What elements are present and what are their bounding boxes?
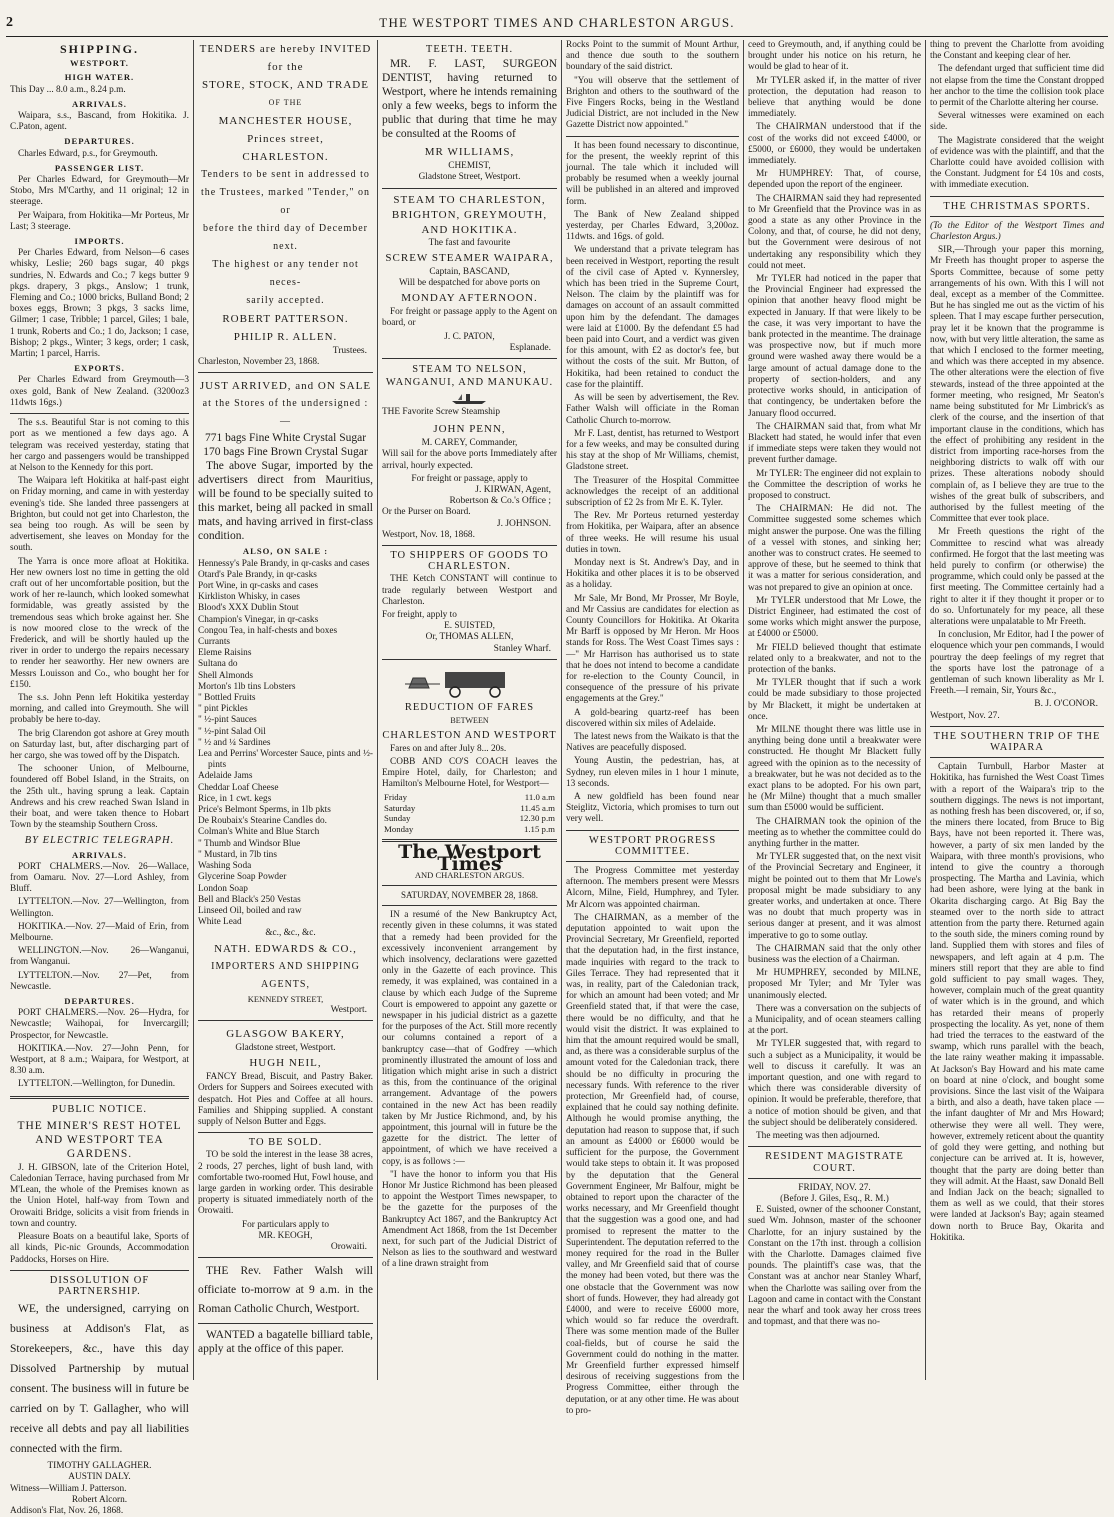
column-3 [378,40,562,1380]
shippers-place: Stanley Wharf. [493,643,551,654]
divider [930,757,1104,758]
divider [930,216,1104,217]
goods-list [198,559,373,940]
trip-paragraph: Captain Turnbull, Harbor Master at Hokitika, has furnished the West Coast Times with a report of the Waipara's trip to the southern diggings. The news is not important, as nothing fresh has been discovered, or, if so, the miners there located, from Bruce to Big Bays, have not been reported it. There was, however, a party of six men landed by the Waipara, with three month's provisions, who intend to give the country a thorough prospecting. The Martha and Lavinia, which had been ashore, were lying at the bank in Okarita discharging cargo. At Big Bay the steamed over to the north side to attract attention from the party there. Returned again to the south side, the miners coming round by land. Supplied them with stores and files of newspapers, and left again at 4 p.m. The miners still report that they are able to find gold sufficient to pay small wages. They, however, complain much of the great quantity of water which is in the ground, and which has retarded their means of properly prospecting the locality. As yet, none of them had tried the terraces to the eastward of the swamp, which runs parallel with the beach, the late rainy weather making it impassable. At Jackson's Bay Howard and his mate came on board at nine o'clock, and bought some provisions. Since the last visit of the Waipara a birth, and also a death, have taken place —the infant daughter of Mr and Mrs Howard; otherwise they were all well. They were, however, extremely reticent about the quantity of gold they were getting, and nothing but conjecture can be arrived at. It is, however, thought that the party are doing better than they will admit. At the Haast, saw Donald Bell and Indian Jack on the beach; signalled to them as well as we could, that their stores were landed at Jackson's Bay; again steamed down north to Bruce Bay, Okarita and Hokitika. [930,762,1104,1243]
trip-heading: THE SOUTHERN TRIP OF THE WAIPARA [933,730,1101,753]
coach-schedule [382,792,557,834]
westport-label: WESTPORT. [70,58,129,69]
page-number: 2 [6,15,13,30]
tel-arrival: LYTTELTON.—Nov. 27—Pet, from Newcastle. [10,970,189,992]
news-item: The Waipara left Hokitika at half-past eight on Friday morning, and came in with yesterday evening's tide. She landed three passengers at Brighton, but could not get into Charleston, the sea being too rough. As will be seen by advertisement, she leaves on Monday for the south. [10,476,189,554]
goods-item: Port Wine, in qr-casks and cases [198,581,319,592]
progress-paragraph: The CHAIRMAN said that the only other business was the election of a Chairman. [748,943,921,966]
goods-item: " ½ and ¼ Sardines [198,737,271,748]
progress-paragraph: Mr HUMPHREY: That, of course, depended upon the report of the engineer. [748,169,921,191]
newspaper-title: THE WESTPORT TIMES AND CHARLESTON ARGUS. [379,15,735,30]
divider [382,905,557,906]
sports-paragraph: In conclusion, Mr Editor, had I the power of eloquence which your pen commands, I would pourtray the deep feelings of my regret that the sports have lost the patronage of a gentleman of such known liberality as Mr I. Freeth.—I remain, Sir, Yours &c., [930,630,1104,697]
tel-arrival: WELLINGTON.—Nov. 26—Wanganui, from Wanganui. [10,946,189,968]
goods-item: Lea and Perrins' Worcester Sauce, pints and ½-pints [198,749,374,771]
court-paragraph: The Magistrate considered that the weight of evidence was with the plaintiff, and that the Charlotte could have avoided collision with the Constant. Judgment for £4 10s and costs, with immediate execution. [930,135,1104,191]
tender-line: sarily accepted. [246,295,325,306]
firm-desc: IMPORTERS AND SHIPPING AGENTS, [211,960,360,990]
progress-paragraph: The CHAIRMAN said they had represented to Mr Greenfield that the Province was in as good a state as any other Province in the Colony, and that, of course, he did not deny, but the Government were desirous of not undertaking any responsibility which they could not meet. [748,193,921,271]
notice-heading: PUBLIC NOTICE. [51,1103,148,1115]
witness-2: Robert Alcorn. [71,1494,128,1505]
exports-label: EXPORTS. [74,363,125,374]
divider [566,830,739,831]
column-5 [744,40,926,1380]
sports-paragraph: Mr Freeth questions the right of the Committee to rescind what was already confirmed. He forgot that the last meeting was held purely to confirm (or otherwise) the programme, which could only be passed at the first meeting. The Committee certainly had a right to alter it if they thought it proper or to do so. Unfortunately for my peace, all these alterations were unpalatable to Mr Freeth. [930,527,1104,627]
steam1-place: Esplanade. [509,342,551,353]
divider [566,861,739,862]
dissolution-heading: DISSOLUTION OF PARTNERSHIP. [49,1274,150,1297]
progress-paragraph: Mr TYLER understood that Mr Lowe, the District Engineer, had estimated the cost of some works which might answer the purpose, at £4000 or £5000. [748,595,921,640]
progress-paragraph: Mr HUMPHREY, seconded by MILNE, proposed Mr Tyler; and Mr Tyler was unanimously elected. [748,968,921,1001]
divider [198,1323,373,1324]
tender-line: CHARLESTON. [242,151,329,163]
dated: Addison's Flat, Nov. 26, 1868. [10,1505,124,1516]
divider [930,196,1104,197]
goods-item: Bell and Black's 250 Vestas [198,894,301,905]
schedule-row: Sunday 12.30 p.m [384,813,555,824]
wanted-notice: WANTED a bagatelle billiard table, apply at the office of this paper. [198,1329,373,1356]
progress-heading: WESTPORT PROGRESS COMMITTEE. [588,834,717,857]
shippers-name-1: E. SUISTED, [444,621,495,632]
goods-item: Glycerine Soap Powder [198,872,287,883]
paper-date: SATURDAY, NOVEMBER 28, 1868. [400,889,539,900]
editorial-paragraph: "I have the honor to inform you that His Honor Mr Justice Richmond has been pleased to appoint the Westport Times newspaper, to be the gazette for the purposes of the Bankruptcy Act 1867, and the Bankruptcy Act Amendment Act 1868, from the 1st December next, for such part of the Judicial District of Nelson as lies to the southward and westward of a line drawn straight from [382,1169,557,1270]
column-6 [926,40,1108,1380]
trustee: ROBERT PATTERSON. [222,313,349,325]
shippers-name-2: Or, THOMAS ALLEN, [425,632,514,643]
steamship-icon [450,391,490,405]
sold-apply: For particulars apply to [241,1219,329,1230]
progress-paragraph: The CHAIRMAN: He did not. The Committee suggested some schemes which might answer the purpose. One was the filling of a vessel with stones, and sinking her; another was to construct crates. He seemed to approve of these, but he seemed to think that it was a matter for serious consideration, and was not prepared to give an opinion at once. [748,504,921,593]
steam1-captain: Captain, BASCAND, [429,266,510,277]
teeth-text: MR. F. LAST, SURGEON DENTIST, having returned to Westport, where he intends remaining only a few weeks, begs to inform the public that during that time he may be consulted at the Rooms of [382,58,557,141]
sports-paragraph: SIR,—Through your paper this morning, Mr Freeth has thought proper to asperse the Sports Committee, because of some petty arrangements of his own. With this I will not deal, except as a member of the Committee. But he has singled me out as the victim of his spleen. That I may escape further persecution, pray let it be known that the programme is now, with but very little alteration, the same as that which I enclosed to the former meeting, and which was there accepted in my absence. The other alterations were the election of five stewards, instead of the three appointed at the former meeting, who resigned, Mr Seaton's name being substituted for Mr Limbrick's as clerk of the course, and the insertion of that important clause in the conditions, which has the effect of prohibiting any resident in the district from importing race-horses from the neighboring districts to walk off with our prizes. These alterations nobody should complain of, as I believe they are true to the wishes of the great bulk of subscribers, and authorised by the fullest meeting of the Committee that ever took place. [930,245,1104,525]
divider [10,1270,189,1271]
divider [10,1096,189,1099]
news-paragraph: Rocks Point to the summit of Mount Arthur, and thence due south to the southern boundary of the said district. [566,40,739,73]
schedule-row: Friday 11.0 a.m [384,792,555,803]
progress-paragraph: The CHAIRMAN, as a member of the deputation appointed to wait upon the Provincial Secretary, Mr Greenfield, reported that the deputation had, in the first instance, made inquiries with regard to the track to Giles Terrace. They had represented that it was, in reality, part of the Caledonian track, for which an amount had been voted; and Mr Greenfield stated that, if that were the case, there would be no difficulty, and that he would visit the district. It was explained to him that the amount required would be small, and, as there was a considerable surplus of the amount voted for the Caledonian track, there should be no difficulty in procuring the necessary funds. With reference to the river protection, Mr Greenfield had, of course, explained that he could say nothing definite. Although he would promise anything, the deputation had reason to suppose that, if such an amount as £4000 or £6000 would be sufficient for the purpose, the Government would take steps to obtain it. It was proposed by the deputation that the General Government Engineer, Mr Balfour, might be obtained to report upon the character of the works necessary, and Mr Greenfield thought that the suggestion was a good one, and had promised to represent the matter to the Superintendent. The deputation referred to the money required for the road in the Buller valley, and Mr Greenfield said that of course the money had been voted, but there was the one obstacle that the Government was now short of funds. However, they had already got £4000, and were to receive £6000 more, which would so far reduce the overdraft. There was some mention made of the Buller coal-fields, but of course he said the Government could do nothing in the matter. Mr Greenfield further expressed himself desirous of receiving suggestions from the Progress Committee, either through the deputation, or at any other time. He was about to pro- [566,912,739,1416]
progress-paragraph: Mr TYLER suggested that, with regard to such a subject as a Municipality, it would be well to discuss it carefully. It was an important question, and one with regard to which there was considerable diversity of opinion. It would be preferable, therefore, that a notice of motion should be given, and that the subject should be deliberately considered. [748,1039,921,1128]
column-4 [562,40,744,1416]
news-paragraph: The latest news from the Waikato is that the Natives are peacefully disposed. [566,731,739,754]
steam2-or: Or the Purser on Board. [382,507,471,518]
exports: Per Charles Edward from Greymouth—3 oxes gold, Bank of New Zealand. (3200oz3 11dwts 16gs.) [10,375,189,408]
divider [930,726,1104,727]
tel-departures-label: DEPARTURES. [64,996,135,1007]
fares-route: CHARLESTON AND WESTPORT [382,730,557,742]
teeth-heading: TEETH. TEETH. [425,44,514,55]
news-paragraph: Monday next is St. Andrew's Day, and in Hokitika and other places it is to be observed as a holiday. [566,557,739,591]
goods-item: Cheddar Loaf Cheese [198,782,279,793]
court-paragraph: thing to prevent the Charlotte from avoiding the Constant and keeping clear of her. [930,40,1104,62]
schedule-row: Monday 1.15 p.m [384,823,555,834]
goods-item: " Bottled Fruits [198,693,256,704]
goods-item: De Roubaix's Stearine Candles do. [198,816,327,827]
goods-item: Otard's Pale Brandy, in qr-casks [198,569,317,580]
goods-item: Rice, in 1 cwt. kegs [198,793,272,804]
coach-icon [395,664,545,698]
divider [382,659,557,660]
progress-paragraph: Mr MILNE thought there was little use in anything being done until a breakwater were constructed. He thought Mr Blackett fully agreed with the opinion as to the necessity of a breakwater, but he was not decided as to the exact plans to be adopted. For his own part, he (Mr Milne) thought that a much smaller sum than £5000 would be sufficient. [748,724,921,814]
tender-line: for the [267,61,304,73]
divider [10,413,189,414]
tel-departure: HOKITIKA.—Nov. 27—John Penn, for Westport, at 8 a.m.; Waipara, for Westport, at 8.30 a.m. [10,1043,189,1077]
goods-item: Blood's XXX Dublin Stout [198,603,299,614]
also-label: ALSO, ON SALE : [242,546,329,557]
walsh-notice: THE Rev. Father Walsh will officiate to-morrow at 9 a.m. in the Roman Catholic Church, Westport. [198,1265,373,1316]
steam2-text: THE Favorite Screw Steamship [382,407,500,418]
column-1 [6,40,194,1516]
progress-paragraph: The CHAIRMAN said that, from what Mr Blackett had stated, he would infer that even if immediate steps were taken they would not prevent further damage. [748,421,921,466]
goods-item: Washing Soda [198,861,252,872]
tender-line: Princes street, [247,133,324,145]
fares-heading: REDUCTION OF FARES [404,701,535,713]
news-paragraph: A gold-bearing quartz-reef has been discovered within six miles of Adelaide. [566,707,739,729]
goods-item: Adelaide Jams [198,771,253,782]
news-paragraph: "You will observe that the settlement of Brighton and others to the southward of the Five Fingers Rocks, being in the Westland Judicial District, are not included in the New Gazette District now appointed." [566,75,739,131]
news-paragraph: The Treasurer of the Hospital Committee acknowledges the receipt of an additional subscription of £2 2s from Mr E. K. Tyler. [566,475,739,508]
divider [382,188,557,189]
imports: Per Charles Edward, from Nelson—6 cases whisky, Leslie; 260 bags sugar, 40 pkgs sundries, N. Edwards and Co.; 7 kegs butter 9 pkgs. drapery, 3 pkgs., Anslow; 1 trunk, Fleming and Co.; 1000 bricks, Bulland Bond; 2 boxes eggs, Brown; 3 pkgs, 3 sacks lime, Gilmer; 1 case, Tribble; 1 parcel, Giles; 1 bale, 1 trunk, Roberts and Co.; 1 do, Jackson; 1 case, Bishop; 2 pkgs., Winter; 3 kegs, order; 1 cask, Martin; 1 parcel, Harris. [10,248,189,360]
fares-text-2: COBB AND CO'S COACH leaves the Empire Hotel, daily, for Charleston; and Hamilton's Melbourne Hotel, for Westport— [382,756,557,790]
steam1-sub: The fast and favourite [428,237,511,248]
news-paragraph: It has been found necessary to discontinue, for the present, the weekly reprint of this journal. The tale which it included will probably be resumed when a weekly journal will be published in an altered and improved form. [566,140,739,207]
teeth-chemist: CHEMIST, [448,161,491,172]
divider [198,1020,373,1021]
progress-paragraph: The CHAIRMAN understood that if the cost of the works did not exceed £4000, or £5000, or £6000, they would be undertaken immediately. [748,122,921,167]
high-water-label: HIGH WATER. [64,72,135,83]
sports-heading: THE CHRISTMAS SPORTS. [943,200,1091,212]
shipping-heading: SHIPPING. [59,42,139,56]
steam1-heading: STEAM TO CHARLESTON, BRIGHTON, GREYMOUTH, AND HOKITIKA. [391,193,548,236]
paper-title: The Westport Times [398,841,541,875]
steam1-ship: SCREW STEAMER WAIPARA, [385,251,554,264]
high-water: This Day ... 8.0 a.m., 8.24 p.m. [10,84,126,95]
goods-item: Kirkliston Whisky, in cases [198,592,300,603]
shippers-apply: For freight, apply to [382,610,457,621]
sold-heading: TO BE SOLD. [248,1137,323,1149]
goods-item: White Lead [198,917,242,928]
fares-text: Fares on and after July 8... 20s. [390,743,507,754]
divider [198,1132,373,1133]
editorial-paragraph: IN a resumé of the New Bankruptcy Act, recently given in these columns, it was stated that a remedy had been provided for the excessively inconvenient arrangement by which insolvency, declarations were gazetted only in the Gazette of each province. This remedy, it was explained, was contained in a clause by which each Judge of the Supreme Court is empowered to appoint any gazette or newspaper in his judicial district as a gazette for the purposes of the Act. Still more recently our columns contained a report of a bankruptcy case—that of Godfrey —which prominently illustrated the amount of loss and litigation which might arise in such a district as this, from the continuance of the original arrangement. Advantage of the powers contained in the new Act has been readily taken by Mr Justice Richmond, and, by his appointment, this journal will in future be the gazette for the district. The letter of appointment, of which we have received a copy, is as follows :— [382,910,557,1167]
goods-item: Currants [198,637,231,648]
tel-arrival: PORT CHALMERS.—Nov. 26—Wallace, from Oamaru. Nov. 27—Lord Ashley, from Bluff. [10,861,189,895]
imports-label: IMPORTS. [74,236,125,247]
divider [382,358,557,359]
arrivals: Waipara, s.s., Bascand, from Hokitika. J. C.Paton, agent. [10,111,189,133]
passenger-label: PASSENGER LIST. [54,162,145,173]
tel-departure: LYTTELTON.—Wellington, for Dunedin. [18,1079,176,1090]
passenger-1: Per Charles Edward, for Greymouth—Mr Stobo, Mrs M'Carthy, and 11 original; 12 in steerage. [10,175,189,208]
shippers-heading: TO SHIPPERS OF GOODS TO CHARLESTON. [390,550,549,573]
paper-subtitle: AND CHARLESTON ARGUS. [414,869,525,880]
steam2-commander: M. CAREY, Commander, [421,438,518,449]
tender-date: Charleston, November 23, 1868. [198,357,320,368]
sugar-item: 170 bags Fine Brown Crystal Sugar [203,446,368,459]
news-paragraph: The Rev. Mr Porteus returned yesterday from Hokitika, per Waipara, after an absence of three weeks. He will resume his usual duties in town. [566,511,739,555]
passenger-2: Per Waipara, from Hokitika—Mr Porteus, Mr Last; 3 steerage. [10,210,189,232]
goods-item: " Thumb and Windsor Blue [198,838,301,849]
tender-line: OF THE [268,98,303,107]
departures-label: DEPARTURES. [64,136,135,147]
progress-paragraph: Mr TYLER asked if, in the matter of river protection, the deputation had reason to believe that anything would be done immediately. [748,75,921,120]
departures: Charles Edward, p.s., for Greymouth. [18,148,158,159]
sold-place: Orowaiti. [330,1241,367,1252]
tender-line: MANCHESTER HOUSE, [218,115,353,127]
progress-paragraph: Mr TYLER had noticed in the paper that the Provincial Engineer had expressed the opinion that another heavy flood might be expected in January. If that were likely to be the case, it was very important to have the bank protected in the meantime. The drainage was prospective now, but if much more ground were washed away there would be a large amount of actual damage done to the property of section-holders, and any protective works should, in anticipation of that contingency, be undertaken before the January flood occurred. [748,274,921,419]
hotel-text-2: Pleasure Boats on a beautiful lake, Sports of all kinds, Pic-nic Grounds, Accommodation Paddocks, Horses on Hire. [10,1232,189,1265]
goods-item: &c., &c., &c. [265,928,316,939]
tender-line: The highest or any tender not neces- [212,259,359,288]
tel-arrival: HOKITIKA.—Nov. 27—Maid of Erin, from Melbourne. [10,921,189,944]
signatory-2: AUSTIN DALY. [68,1472,131,1483]
masthead [6,10,1108,37]
column-2 [194,40,378,1380]
news-item: The s.s. Beautiful Star is not coming to this port as we mentioned a few days ago. A telegram was received yesterday, stating that her cargo and passengers would be transhipped at Nelson to the Kennedy for this port. [10,418,189,473]
firm-street: KENNEDY STREET, [247,993,324,1004]
progress-paragraph: Mr FIELD believed thought that estimate related only to a breakwater, and not to the protection of the banks. [748,642,921,675]
firm-name: NATH. EDWARDS & CO., [214,942,357,955]
tel-arrival: LYTTELTON.—Nov. 27—Wellington, from Wellington. [10,897,189,919]
sold-name: MR. KEOGH, [258,1230,313,1241]
telegraph-heading: BY ELECTRIC TELEGRAPH. [24,835,175,847]
goods-item: Morton's 1lb tins Lobsters [198,681,296,692]
dissolution-text: WE, the undersigned, carrying on business at Addison's Flat, as Storekeepers, &c., have this day Dissolved Partnership by mutual consent. The business will in future be carried on by T. Gallagher, who will receive all debts and pay all liabilities connected with the firm. [10,1303,189,1456]
tender-line: Tenders to be sent in addressed to [201,169,370,180]
hotel-name: THE MINER'S REST HOTEL AND WESTPORT TEA GARDENS. [17,1119,182,1160]
goods-item: " pint Pickles [198,704,248,715]
steam2-sig: J. JOHNSON. [496,518,551,529]
tender-line: before the third day of December next. [203,223,368,252]
steam2-ship: JOHN PENN, [433,423,506,436]
trustee: PHILIP R. ALLEN. [233,331,338,343]
progress-paragraph: The CHAIRMAN took the opinion of the meeting as to whether the committee could do anything further in the matter. [748,816,921,850]
columns [6,40,1108,1516]
goods-item: Linseed Oil, boiled and raw [198,905,302,916]
goods-item: " Mustard, in 7lb tins [198,849,277,860]
goods-item: Shell Almonds [198,670,254,681]
court-text: E. Suisted, owner of the schooner Constant, sued Wm. Johnson, master of the schooner Charlotte, for an injury sustained by the Constant on the 17th inst. through a collision with the Charlotte. Damages claimed five pounds. The plaintiff's case was, that the Constant was at anchor near Stanley Wharf, when the Charlotte was sailing over from the Lagoon and came in contact with the Constant near the wharf and took away her cross trees and topmast, and that there was no- [748,1205,921,1328]
goods-item: Congou Tea, in half-chests and boxes [198,625,338,636]
steam2-apply: For freight or passage, apply to [411,473,528,484]
steam2-text-2: Will sail for the above ports Immediately after arrival, hourly expected. [382,449,557,471]
bakery-owner: HUGH NEIL, [249,1057,322,1070]
progress-paragraph: The meeting was then adjourned. [756,1131,880,1142]
divider [748,1146,921,1147]
divider [748,1178,921,1179]
divider [382,885,557,886]
court-before: (Before J. Giles, Esq., R. M.) [780,1193,889,1204]
sports-date: Westport, Nov. 27. [930,710,1000,721]
court-date: FRIDAY, NOV. 27. [798,1182,871,1193]
arrived-heading: JUST ARRIVED, and ON SALE [199,380,372,393]
goods-item: Eleme Raisins [198,648,252,659]
news-paragraph: A new goldfield has been found near Steiglitz, Victoria, which promises to turn out very well. [566,792,739,825]
goods-item: Sultana do [198,659,238,670]
arrivals-label: ARRIVALS. [72,98,127,109]
bakery-text: FANCY Bread, Biscuit, and Pastry Baker. Orders for Suppers and Soirees executed with despatch. Hot Pies and Coffee at all hours. Families and Shipping supplied. A constant supply of Nelson Butter and Eggs. [198,1072,373,1127]
news-paragraph: Young Austin, the pedestrian, has, at Sydney, run eleven miles in 1 hour 1 minute, 13 seconds. [566,756,739,789]
hotel-text: J. H. GIBSON, late of the Criterion Hotel, Caledonian Terrace, having purchased from Mr M'Lean, the whole of the Premises known as the Union Hotel, half-way from Town and Orowaiti Bridge, solicits a visit from friends in town and country. [10,1162,189,1229]
sports-signature: B. J. O'CONOR. [1034,699,1098,710]
goods-item: " ½-pint Salad Oil [198,726,266,737]
bakery-heading: GLASGOW BAKERY, [226,1027,345,1040]
steam2-heading: STEAM TO NELSON, WANGANUI, AND MANUKAU. [385,364,554,389]
tender-line: STORE, STOCK, AND TRADE [202,79,369,91]
trustees-label: Trustees. [332,346,367,356]
progress-paragraph: Mr TYLER thought that if such a work could be made subsidiary to those projected by Mr Blackett, it might be undertaken at once. [748,678,921,722]
shippers-text: THE Ketch CONSTANT will continue to trade regularly between Westport and Charleston. [382,574,557,607]
steam1-text: Will be despatched for above ports on [398,278,541,289]
news-item: The Yarra is once more afloat at Hokitika. Her new owners lost no time in getting the old craft out of her uncomfortable position, but the work of her re-launch, which looked somewhat formidable, was greatly assisted by the tremendous seas which broke against her. She is now moored close to the wreck of the Frederick, and will be shortly hauled up the river in order to undergo the repairs necessary to render her seaworthy. Her new owners are Messrs Louisson and Co., who bought her for £150. [10,556,189,690]
goods-item: London Soap [198,883,248,894]
news-paragraph: Mr Sale, Mr Bond, Mr Prosser, Mr Boyle, and Mr Cassius are candidates for election as County Councillors for Hokitika. At Okarita Mr Barff is opposed by Mr Heron. Mr Hoos stands for Ross. The West Coast Times says :—" Mr Harrison has authorised us to state that he does not intend to become a candidate for re-election to the County Council, in consequence of the pressure of his private engagements at the Grey." [566,593,739,705]
teeth-name: MR WILLIAMS, [424,146,515,159]
goods-item: " ½-pint Sauces [198,715,257,726]
progress-paragraph: Mr TYLER suggested that, on the next visit of the Provincial Secretary and Engineer, it might be pointed out to them that Mr Lowe's proposal might be made subsidiary to any greater works, and undertaken at once. There was no doubt that much property was in serious danger at present, and it was almost imperative to go to some outlay. [748,852,921,941]
news-paragraph: We understand that a private telegram has been received in Westport, reporting the result of the civil case of Apted v. Kynnersley, which has been tried in the Supreme Court, Nelson. The claim by the plaintiff was for damages on account of an assault committed upon him by the defendant. The damages were laid at £1000. By the defendant £5 had been paid into Court, and a verdict was given for this amount, with £2 as doctor's fee, but without the costs of the suit. Mr Button, of Hokitika, had been retained to conduct the case for the plaintiff. [566,245,739,390]
goods-item: Champion's Vinegar, in qr-casks [198,614,319,625]
signatory-1: TIMOTHY GALLAGHER. [47,1461,152,1472]
teeth-address: Gladstone Street, Westport. [418,172,521,183]
witness: Witness—William J. Patterson. [10,1483,127,1494]
firm-place: Westport. [330,1004,367,1015]
sports-to-editor: (To the Editor of the Westport Times and Charleston Argus.) [930,220,1104,243]
divider [566,136,739,137]
divider [198,372,373,373]
news-paragraph: Mr F. Last, dentist, has returned to Westport for a few weeks, and may be consulted during his stay at the shop of Mr Williams, chemist, Gladstone street. [566,428,739,473]
steam1-agent: J. C. PATON, [444,331,495,342]
goods-item: Hennessy's Pale Brandy, in qr-casks and cases [198,558,370,569]
tender-line: TENDERS are hereby INVITED [199,43,372,55]
news-paragraph: The Bank of New Zealand shipped yesterday, per Charles Edward, 3,200oz. 11dwts. and 16gs. of gold. [566,209,739,243]
sugar-item: 771 bags Fine White Crystal Sugar [204,432,367,445]
steam1-apply: For freight or passage apply to the Agent on board, or [382,307,557,329]
divider [382,545,557,546]
arrived-sub: at the Stores of the undersigned :— [202,398,369,428]
progress-paragraph: Mr TYLER: The engineer did not explain to the Committee the description of works he proposed to construct. [748,468,921,501]
tender-line: the Trustees, marked "Tender," on or [201,187,370,216]
news-item: The brig Clarendon got ashore at Grey mouth on Saturday last, but, after discharging part of her cargo, she was towed off by the Dispatch. [10,728,189,761]
goods-item: Price's Belmont Sperms, in 1lb pkts [198,805,331,816]
court-heading: RESIDENT MAGISTRATE COURT. [765,1151,904,1174]
steam1-day: MONDAY AFTERNOON. [401,292,538,305]
steam2-agent-2: Robertson & Co.'s Office ; [449,496,551,507]
tel-arrivals-label: ARRIVALS. [72,849,127,860]
sugar-text: The above Sugar, imported by the advertisers direct from Mauritius, will be found to be specially suited to this market, being all packed in small mats, and having arrived in first-class condition. [198,460,373,543]
tel-departure: PORT CHALMERS.—Nov. 26—Hydra, for Newcastle; Waihopai, for Invercargill; Prospector, for Newcastle. [10,1008,189,1041]
goods-item: Colman's White and Blue Starch [198,827,320,838]
court-paragraph: Several witnesses were examined on each side. [930,111,1104,133]
divider [198,1257,373,1258]
bakery-address: Gladstone street, Westport. [235,1042,336,1053]
progress-paragraph: ceed to Greymouth, and, if anything could be brought under his notice on his return, he would be glad to hear of it. [748,40,921,73]
fares-between: BETWEEN [450,716,489,726]
news-item: The s.s. John Penn left Hokitika yesterday morning, and called into Greymouth. She will probably be here to-day. [10,692,189,726]
steam2-agent: J. KIRWAN, Agent, [475,485,551,496]
news-item: The schooner Union, of Melbourne, foundered off Bobel Island, in the Straits, on the 25th ult., having sprung a leak. Captain Andrews and his crew reached Swan Island in their boat, and were taken thence to Hobart Town by the steamship Southern Cross. [10,764,189,831]
news-paragraph: As will be seen by advertisement, the Rev. Father Walsh will officiate in the Roman Catholic Church to-morrow. [566,393,739,426]
steam2-date: Westport, Nov. 18, 1868. [382,529,475,540]
progress-paragraph: There was a conversation on the subjects of a Municipality, and of ocean steamers calling at the port. [748,1003,921,1037]
sold-text: TO be sold the interest in the lease 38 acres, 2 roods, 27 perches, light of bush land, with comfortable two-roomed Hut, Fowl house, and large garden in working order. This desirable property is situated immediately north of the Orowaiti. [198,1150,373,1217]
progress-paragraph: The Progress Committee met yesterday afternoon. The members present were Messrs Alcorn, Milne, Field, Humphrey, and Tyler. Mr Alcorn was appointed chairman. [566,866,739,910]
court-paragraph: The defendant urged that sufficient time did not elapse from the time the Constant dropped her anchor to the time the collision took place to permit of the Charlotte altering her course. [930,64,1104,109]
schedule-row: Saturday 11.45 a.m [384,802,555,813]
